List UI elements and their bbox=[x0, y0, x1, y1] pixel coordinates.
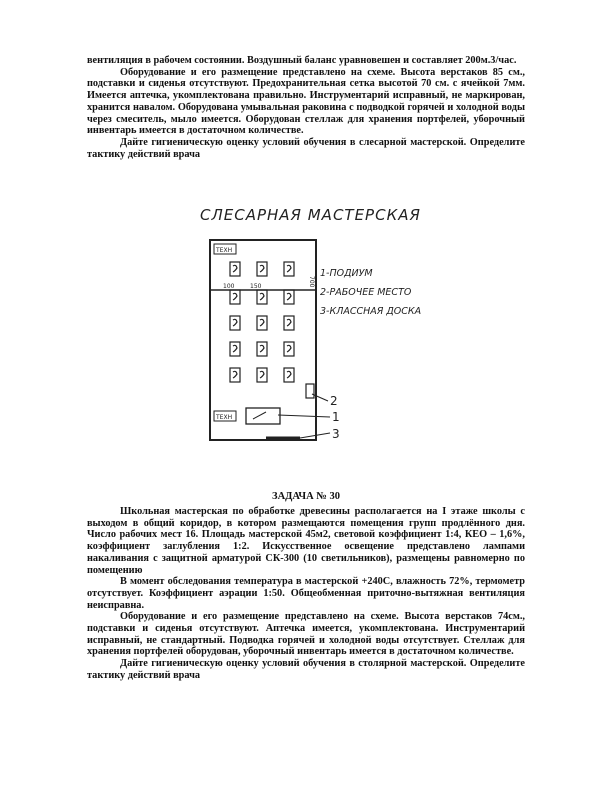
workstation bbox=[230, 342, 240, 356]
legend-item: 1-ПОДИУМ bbox=[320, 268, 373, 279]
dim-100: 100 bbox=[223, 283, 235, 290]
workstation-mark bbox=[287, 293, 291, 300]
task-heading: ЗАДАЧА № 30 bbox=[272, 491, 340, 502]
callout-1: 1 bbox=[332, 410, 340, 424]
paragraph: Дайте гигиеническую оценку условий обучения в слесарной мастерской. Определите тактику действий врача bbox=[87, 136, 525, 160]
podium bbox=[246, 408, 280, 424]
workstation bbox=[284, 262, 294, 276]
workstation-mark bbox=[233, 265, 237, 272]
workstation-mark bbox=[233, 293, 237, 300]
workstation bbox=[257, 262, 267, 276]
workstation-mark bbox=[260, 319, 264, 326]
paragraph: Оборудование и его размещение представлено на схеме. Высота верстаков 74см., подставки и сиденья отсутствуют. Аптечка имеется, укомплектована. Инструментарий исправный, не стандартный. Подводка горячей и холодной воды отсутствует. Стеллаж для хранения портфелей оборудован, уборочный инвентарь имеется в достаточном количестве. bbox=[87, 611, 525, 658]
workstation-mark bbox=[260, 265, 264, 272]
workstation bbox=[230, 368, 240, 382]
workstation bbox=[230, 290, 240, 304]
workstations bbox=[230, 262, 294, 382]
dim-150: 150 bbox=[250, 283, 262, 290]
workstation bbox=[257, 290, 267, 304]
legend-item: 3-КЛАССНАЯ ДОСКА bbox=[320, 306, 422, 317]
workstation-mark bbox=[287, 371, 291, 378]
label-tech-bottom: ТЕХН bbox=[216, 414, 233, 421]
workstation-mark bbox=[233, 371, 237, 378]
workstation bbox=[230, 262, 240, 276]
workstation bbox=[257, 342, 267, 356]
workstation bbox=[284, 316, 294, 330]
paragraph: В момент обследования температура в мастерской +240С, влажность 72%, термометр отсутствует. Коэффициент аэрации 1:50. Общеобменная приточно-вытяжная вентиляция неисправна. bbox=[87, 576, 525, 611]
paragraph: Дайте гигиеническую оценку условий обучения в столярной мастерской. Определите тактику действий врача bbox=[87, 658, 525, 681]
callout-3: 3 bbox=[332, 427, 340, 441]
dim-side: 700 bbox=[308, 276, 315, 288]
workstation-mark bbox=[260, 293, 264, 300]
workstation bbox=[284, 342, 294, 356]
workstation-mark bbox=[287, 265, 291, 272]
workstation bbox=[257, 368, 267, 382]
paragraph: Школьная мастерская по обработке древесины располагается на I этаже школы с выходом в общий коридор, в котором размещаются помещения групп продлённого дня. Число рабочих мест 16. Площадь мастерской 45м2, световой коэффициент 1:4, КЕО – 1,6%, коэффициент заглубления 1:2. Искусственное освещение представлено лампами накаливания с защитной арматурой СК-300 (10 светильников), размещены равномерно по помещению bbox=[87, 506, 525, 576]
label-tech-top: ТЕХН bbox=[216, 247, 233, 254]
workstation-mark bbox=[260, 371, 264, 378]
workstation bbox=[257, 316, 267, 330]
workstation-mark bbox=[287, 319, 291, 326]
paragraph: вентиляция в рабочем состоянии. Воздушный баланс уравновешен и составляет 200м.3/час. bbox=[87, 55, 517, 66]
task-text-block bbox=[87, 506, 525, 682]
sketch-title: СЛЕСАРНАЯ МАСТЕРСКАЯ bbox=[200, 206, 421, 224]
workstation bbox=[230, 316, 240, 330]
legend-item: 2-РАБОЧЕЕ МЕСТО bbox=[320, 287, 412, 298]
workshop-sketch bbox=[150, 198, 460, 456]
workstation-mark bbox=[233, 345, 237, 352]
top-text-block bbox=[87, 55, 525, 160]
teacher-desk bbox=[306, 384, 314, 398]
workstation bbox=[284, 290, 294, 304]
callout-2: 2 bbox=[330, 394, 338, 408]
workstation-mark bbox=[287, 345, 291, 352]
workstation-mark bbox=[233, 319, 237, 326]
workstation-mark bbox=[260, 345, 264, 352]
paragraph: Оборудование и его размещение представлено на схеме. Высота верстаков 85 см., подставки и сиденья отсутствуют. Предохранительная сетка высотой 70 см. с ячейкой 7мм. Имеется аптечка, укомплектована правильно. Инструментарий исправный, не маркирован, хранится навалом. Оборудована умывальная раковина с подводкой горячей и холодной воды через смеситель, мыло имеется. Оборудован стеллаж для хранения портфелей, уборочный инвентарь имеется в достаточном количестве. bbox=[87, 66, 525, 137]
workstation bbox=[284, 368, 294, 382]
